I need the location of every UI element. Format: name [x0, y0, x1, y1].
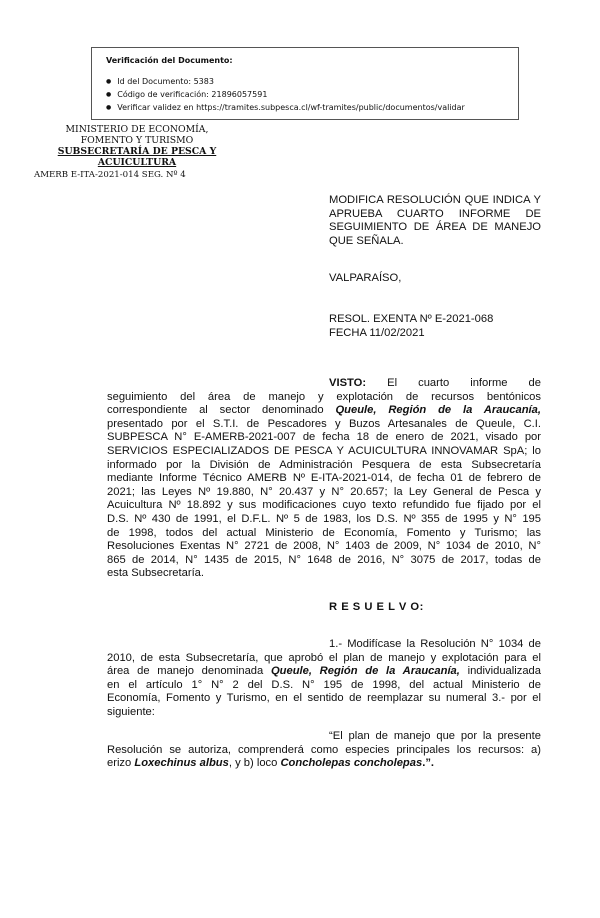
reference-code: AMERB E-ITA-2021-014 SEG. Nº 4 — [34, 170, 186, 180]
verification-code: ● Código de verificación: 21896057591 — [106, 89, 465, 102]
resuelvo-heading: R E S U E L V O: — [329, 601, 424, 613]
verification-link[interactable]: ● Verificar validez en https://tramites.subpesca.cl/wf-tramites/public/documentos/validar — [106, 102, 465, 115]
species-b: Concholepas concholepas — [280, 757, 423, 770]
title-line-2: APRUEBA CUARTO INFORME DE — [329, 207, 541, 220]
title-line-3: SEGUIMIENTO DE ÁREA DE MANEJO — [329, 221, 541, 234]
point-1-first-line: 1.- Modifícase la Resolución N° 1034 de — [329, 638, 541, 650]
quote-paragraph: “El plan de manejo que por la presente Resolución se autoriza, comprenderá como especies principales los recursos: a) erizo Loxechinus albus, y b) loco Concholepas concholepas.”. — [107, 730, 541, 770]
title-line-1: MODIFICA RESOLUCIÓN QUE INDICA Y — [329, 194, 541, 206]
resolution-date: FECHA 11/02/2021 — [329, 327, 425, 339]
sector-name: Queule, Región de la Araucanía, — [335, 404, 541, 417]
place: VALPARAÍSO, — [329, 272, 402, 284]
sector-name-2: Queule, Región de la Araucanía, — [270, 665, 460, 678]
verification-box — [91, 47, 519, 120]
visto-first-line: VISTO: El cuarto informe de — [329, 377, 541, 389]
quote-first-line: “El plan de manejo que por la presente — [329, 730, 541, 742]
subsecretaria-line-1: SUBSECRETARÍA DE PESCA Y — [57, 146, 217, 157]
visto-paragraph: VISTO: El cuarto informe de seguimiento del área de manejo y explotación de recursos bentónicos correspondiente al sector denominado Queule, Región de la Araucanía, presentado por el S.T.I. de Pescadores y Buzos Artesanales de Queule, C.I. SUBPESCA N° E-AMERB-2021-007 de fecha 18 de enero de 2021, visado por SERVICIOS ESPECIALIZADOS DE PESCA Y ACUICULTURA INNOVAMAR SpA; lo informado por la División de Administración Pesquera de esta Subsecretaría mediante Informe Técnico AMERB Nº E-ITA-2021-014, de fecha 01 de febrero de 2021; las Leyes Nº 19.880, N° 20.437 y N° 20.657; la Ley General de Pesca y Acuicultura Nº 18.892 y sus modificaciones cuyo texto refundido fue fijado por el D.S. Nº 430 de 1991, el D.F.L. Nº 5 de 1983, los D.S. Nº 355 de 1995 y N° 195 de 1998, todos del actual Ministerio de Economía, Fomento y Turismo; las Resoluciones Exentas N° 2721 de 2008, N° 1403 de 2009, N° 1034 de 2010, N° 865 de 2014, N° 1435 de 2015, N° 1648 de 2016, N° 3075 de 2017, todas de esta Subsecretaría. — [107, 377, 541, 580]
point-1-paragraph: 1.- Modifícase la Resolución N° 1034 de 2010, de esta Subsecretaría, que aprobó el plan de manejo y explotación para el área de manejo denominada Queule, Región de la Araucanía, individualizada en el artículo 1° N° 2 del D.S. N° 195 de 1998, del actual Ministerio de Economía, Fomento y Turismo, en el sentido de reemplazar su numeral 3.- por el siguiente: — [107, 638, 541, 718]
verification-title: Verificación del Documento: — [106, 56, 233, 65]
document-id: ● Id del Documento: 5383 — [106, 76, 465, 89]
title-line-4: QUE SEÑALA. — [329, 234, 404, 247]
resolution-title — [329, 194, 541, 248]
resolution-number: RESOL. EXENTA Nº E-2021-068 — [329, 313, 494, 325]
species-a: Loxechinus albus — [134, 757, 229, 770]
ministry-line-1: MINISTERIO DE ECONOMÍA, — [65, 124, 209, 135]
subsecretaria-line-2: ACUICULTURA — [97, 157, 177, 168]
visto-label: VISTO: — [329, 377, 367, 389]
verification-list — [106, 76, 465, 115]
ministry-line-2: FOMENTO Y TURISMO — [80, 135, 194, 146]
